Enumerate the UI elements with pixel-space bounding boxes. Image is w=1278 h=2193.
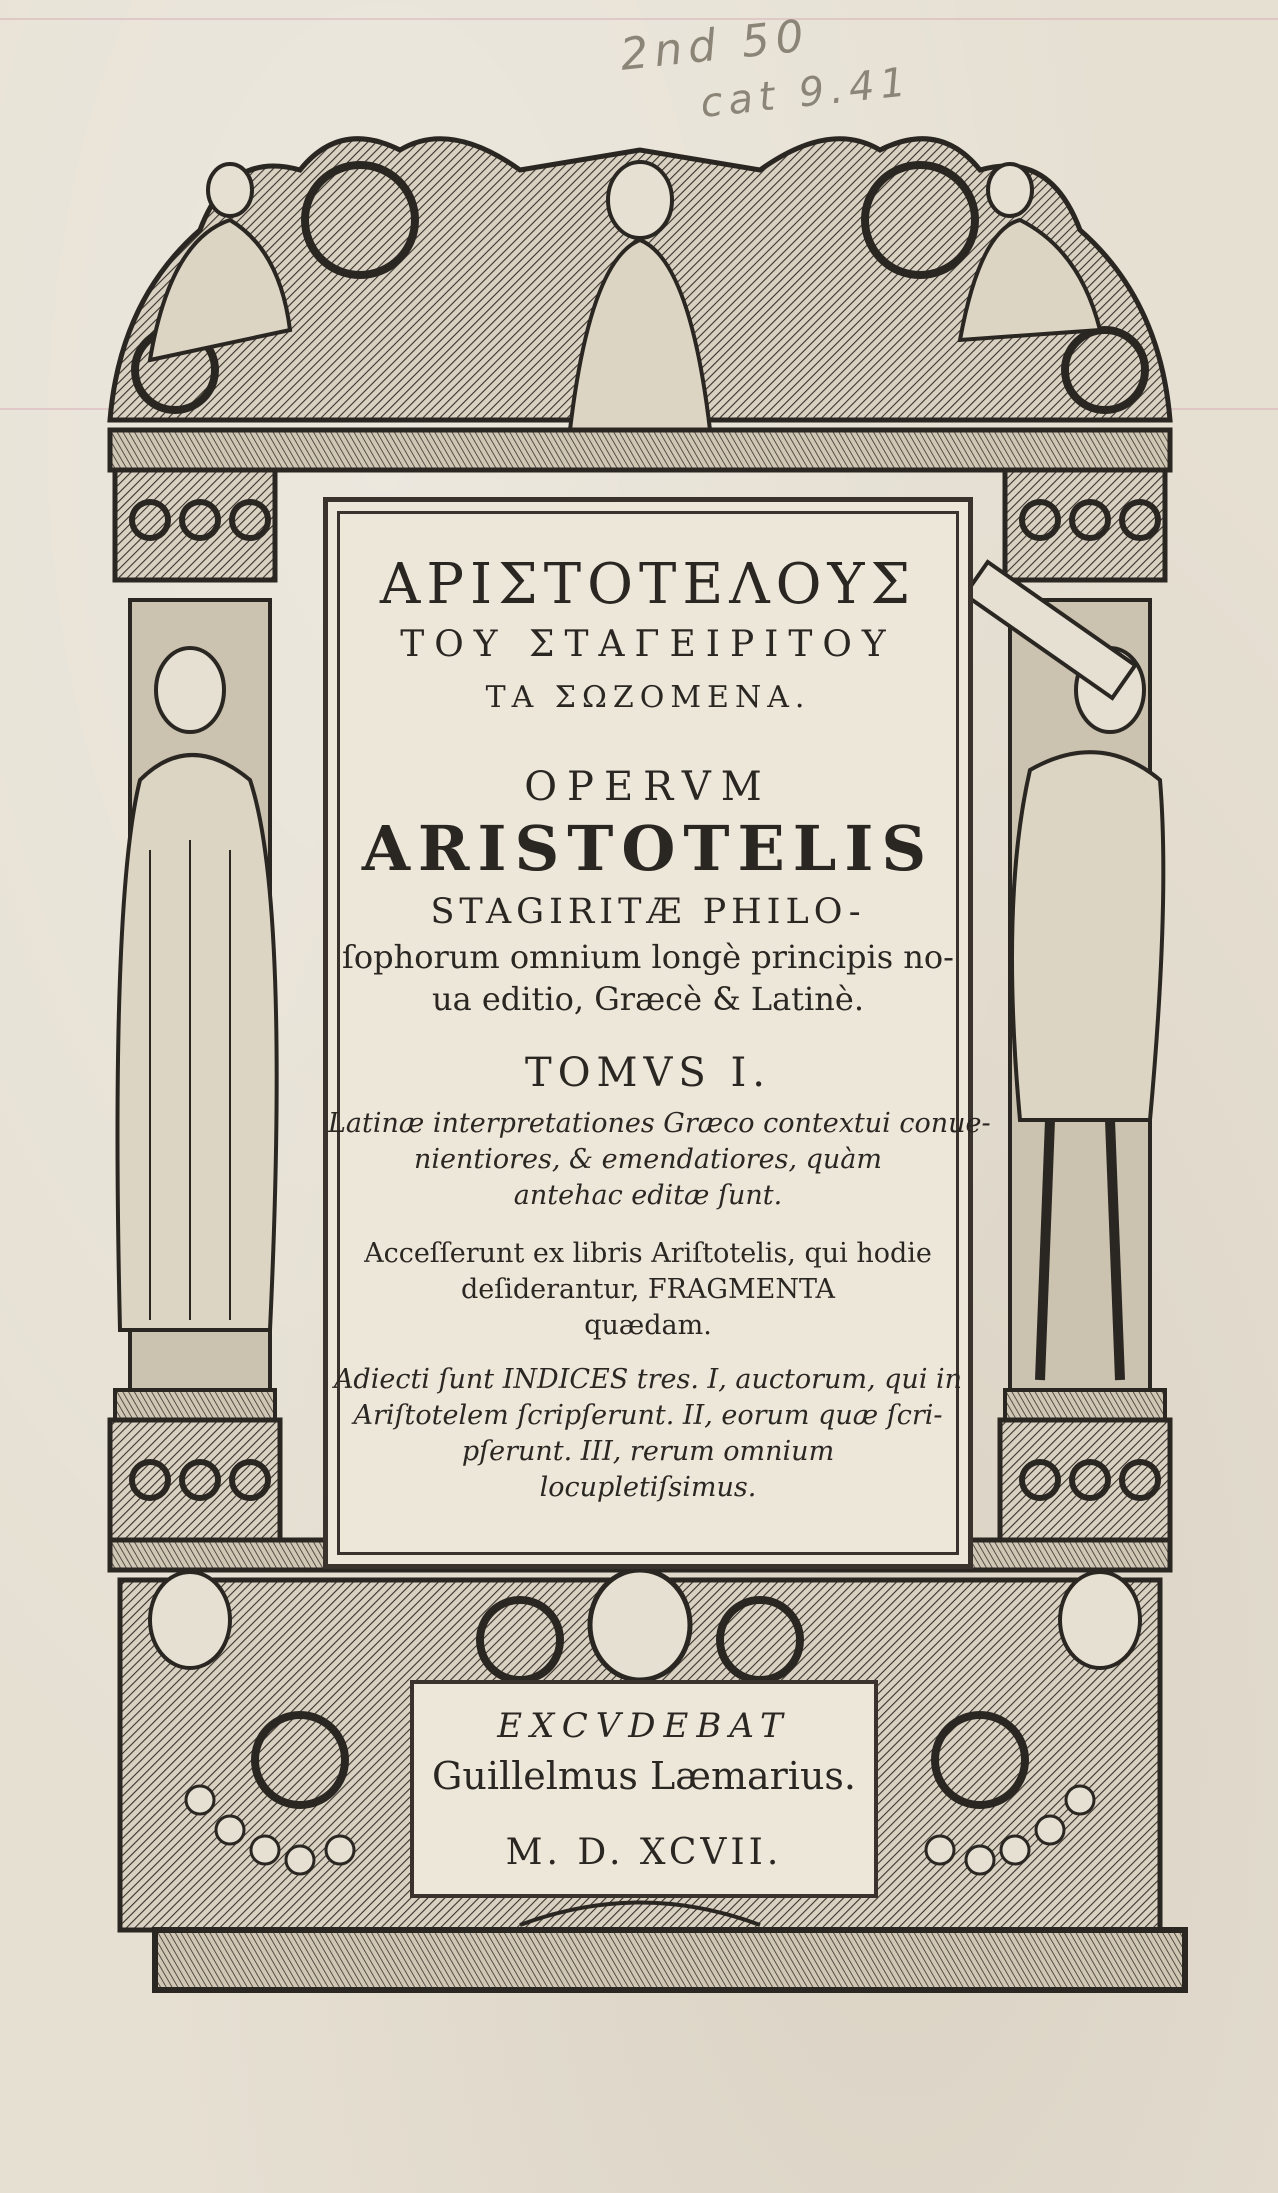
excudebat: EXCVDEBAT [497,1706,791,1746]
title-line-1: STAGIRITÆ PHILO- [430,892,866,932]
greek-author: ΑΡΙΣΤΟΤΕΛΟΥΣ [379,552,917,617]
title-line-2: ſophorum omnium longè principis no- [342,938,954,976]
indices-line: Ariſtotelem ſcripſerunt. II, eorum quæ ſcri- [353,1400,943,1431]
left-pillar [110,470,280,1540]
interpretations-line: nientiores, & emendatiores, quàm [413,1144,882,1175]
operum: OPERVM [524,764,772,810]
imprint-cartouche [410,1680,878,1898]
fragments-line: quædam. [584,1310,712,1341]
greek-works: ΤΑ ΣΩΖΟΜΕΝΑ. [485,680,811,715]
indices-line: locupletiſsimus. [539,1472,757,1503]
margin-note-2: cat 9.41 [698,59,914,127]
greek-origin: ΤΟΥ ΣΤΑΓΕΙΡΙΤΟΥ [400,624,896,665]
title-line-3: ua editio, Græcè & Latinè. [432,980,864,1018]
title-panel [323,497,991,1569]
fragments-line: deſiderantur, FRAGMENTA [460,1274,836,1305]
latin-author: ARISTOTELIS [361,812,935,885]
interpretations-line: antehac editæ ſunt. [513,1180,783,1211]
printer-name: Guillelmus Læmarius. [431,1754,857,1798]
interpretations-line: Latinæ interpretationes Græco contextui conue- [328,1108,991,1139]
volume-label: TOMVS I. [525,1050,771,1096]
right-pillar [965,470,1170,1540]
indices-line: pſerunt. III, rerum omnium [461,1436,835,1467]
margin-note-1: 2nd 50 [617,10,812,81]
fragments-line: Acceſſerunt ex libris Ariſtotelis, qui hodie [364,1238,932,1269]
publication-date: M. D. XCVII. [505,1832,783,1873]
top-pediment [110,139,1170,430]
indices-line: Adiecti ſunt INDICES tres. I, auctorum, qui in [333,1364,963,1395]
